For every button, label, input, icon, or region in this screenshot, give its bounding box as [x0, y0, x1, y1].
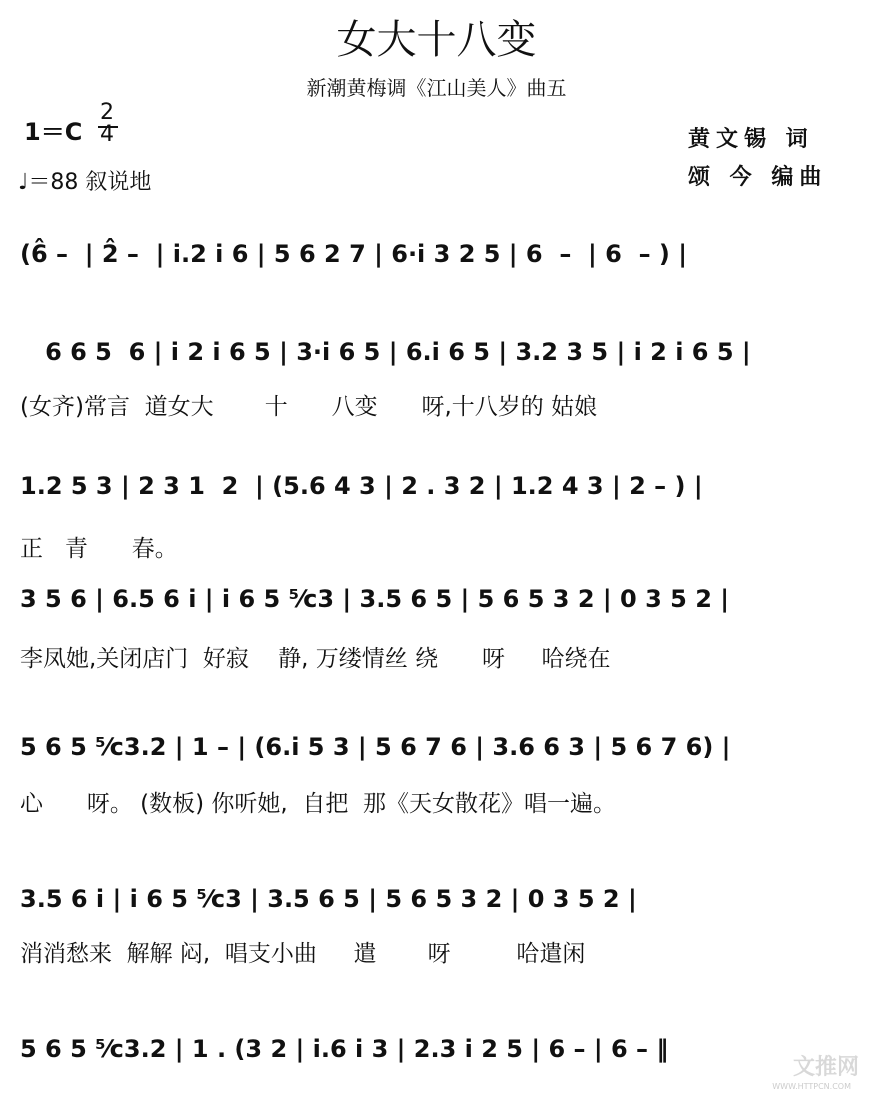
notation-line: 1.2 5 3 | 2 3 1 2 | (5.6 4 3 | 2 . 3 2 | 1.2 4 3 | 2 – ) |: [20, 472, 703, 500]
lyrics-line: (女齐)常言 道女大 十 八变 呀,十八岁的 姑娘: [20, 394, 598, 420]
notation-line: (6̂ – | 2̂ – | i.2 i 6 | 5 6 2 7 | 6·i 3 2 5 | 6 – | 6 – ) |: [20, 240, 688, 268]
lyrics-line: 李凤她,关闭店门 好寂 静, 万缕情丝 绕 呀 哈绕在: [20, 646, 611, 672]
time-signature-top: 2: [100, 100, 114, 125]
notation-line: 3.5 6 i | i 6 5 ⁵⁄c3 | 3.5 6 5 | 5 6 5 3 2 | 0 3 5 2 |: [20, 885, 637, 913]
page-title: 女大十八变: [336, 17, 537, 63]
notation-line: 6 6 5 6 | i 2 i 6 5 | 3·i 6 5 | 6.i 6 5 | 3.2 3 5 | i 2 i 6 5 |: [20, 338, 751, 366]
lyrics-line: 消消愁来 解解 闷, 唱支小曲 遣 呀 哈遣闲: [20, 941, 586, 967]
tempo-marking: ♩＝88 叙说地: [18, 170, 152, 195]
notation-line: 5 6 5 ⁵⁄c3.2 | 1 – | (6.i 5 3 | 5 6 7 6 | 3.6 6 3 | 5 6 7 6) |: [20, 733, 731, 761]
notation-line: 3 5 6 | 6.5 6 i | i 6 5 ⁵⁄c3 | 3.5 6 5 | 5 6 5 3 2 | 0 3 5 2 |: [20, 585, 730, 613]
watermark-text: 文推网: [792, 1055, 859, 1080]
key-signature: 1＝C: [24, 118, 83, 146]
time-signature-bottom: 4: [100, 122, 114, 147]
composer-credit: 颂 今 编曲: [688, 164, 828, 190]
lyrics-line: 正 青 春。: [20, 536, 178, 562]
lyrics-line: 心 呀。 (数板) 你听她, 自把 那《天女散花》唱一遍。: [20, 791, 616, 817]
watermark-url: WWW.HTTPCN.COM: [772, 1082, 851, 1091]
page-subtitle: 新潮黄梅调《江山美人》曲五: [306, 76, 567, 100]
notation-line: 5 6 5 ⁵⁄c3.2 | 1 . (3 2 | i.6 i 3 | 2.3 i 2 5 | 6 – | 6 – ‖: [20, 1035, 669, 1063]
lyricist-credit: 黄文锡 词: [688, 126, 814, 152]
